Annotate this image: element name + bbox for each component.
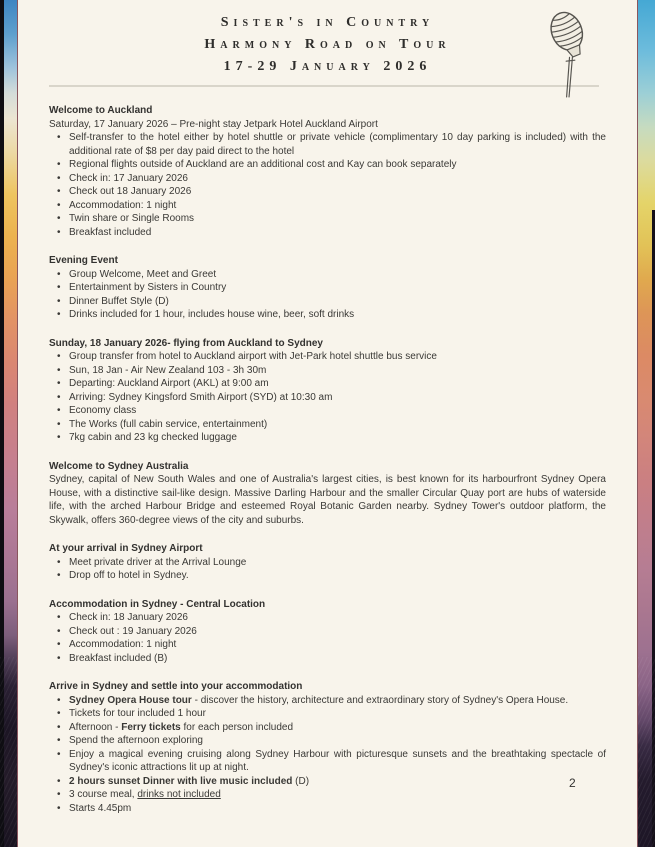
bullet-text: 3 course meal, <box>69 789 138 800</box>
bullet-list <box>49 268 606 322</box>
bullet-item: • Group transfer from hotel to Auckland airport with Jet-Park hotel shuttle bus service <box>49 350 606 364</box>
background-strip-right <box>638 0 655 847</box>
itinerary-section <box>49 104 606 239</box>
section-intro: Saturday, 17 January 2026 – Pre-night stay Jetpark Hotel Auckland Airport <box>49 118 378 130</box>
bullet-list <box>49 694 606 816</box>
itinerary-section <box>49 542 606 583</box>
bullet-list <box>49 556 606 583</box>
itinerary-section <box>49 460 606 528</box>
bullet-item: • Enjoy a magical evening cruising along Sydney Harbour with picturesque sunsets and the breathtaking spectacle of Sydney's iconic attractions lit up at night. <box>49 748 606 775</box>
bullet-item: • Starts 4.45pm <box>49 802 606 816</box>
tour-title-line-1: Sister's in Country <box>220 15 435 30</box>
tour-title-line-3: 17-29 January 2026 <box>223 59 432 74</box>
section-heading: Welcome to Auckland <box>49 105 153 116</box>
bullet-item: • Dinner Buffet Style (D) <box>49 295 606 309</box>
bullet-item <box>49 788 606 802</box>
bullet-item: • Arriving: Sydney Kingsford Smith Airport (SYD) at 10:30 am <box>49 391 606 405</box>
bullet-item: • Accommodation: 1 night <box>49 199 606 213</box>
section-heading: At your arrival in Sydney Airport <box>49 543 203 554</box>
bullet-text: Afternoon - <box>69 721 122 733</box>
bullet-item: • Breakfast included (B) <box>49 652 606 666</box>
page-number: 2 <box>569 776 576 790</box>
itinerary-content <box>18 87 637 815</box>
section-heading: Accommodation in Sydney - Central Location <box>49 598 266 610</box>
bullet-item: • Departing: Auckland Airport (AKL) at 9:00 am <box>49 377 606 391</box>
bullet-item: • Check out 18 January 2026 <box>49 185 606 199</box>
bullet-item: • Check in: 17 January 2026 <box>49 172 606 186</box>
background-strip-left <box>0 0 17 847</box>
bullet-item: • Twin share or Single Rooms <box>49 212 606 226</box>
bullet-item: • Sun, 18 Jan - Air New Zealand 103 - 3h 30m <box>49 364 606 378</box>
bullet-item: • Accommodation: 1 night <box>49 638 606 652</box>
section-paragraph: Sydney, capital of New South Wales and one of Australia's largest cities, is best known for its harbourfront Sydney Opera House, with a distinctive sail-like design. Massive Darling Harbour and the smaller Circular Quay port are hubs of waterside life, with the arched Harbour Bridge and esteemed Royal Botanic Garden nearby. Sydney Tower's outdoor platform, the Skywalk, offers 360-degree views of the city and suburbs. <box>49 474 606 526</box>
bullet-item: • Entertainment by Sisters in Country <box>49 281 606 295</box>
bullet-text: (D) <box>292 775 310 787</box>
bullet-list <box>49 131 606 239</box>
itinerary-section <box>49 598 606 666</box>
document-header <box>18 0 637 87</box>
tour-title-line-2: Harmony Road on Tour <box>204 37 451 52</box>
bullet-item: • Drop off to hotel in Sydney. <box>49 569 606 583</box>
bullet-list <box>49 611 606 665</box>
bullet-item: • Tickets for tour included 1 hour <box>49 707 606 721</box>
bullet-item <box>49 694 606 708</box>
bullet-item: • Group Welcome, Meet and Greet <box>49 268 606 282</box>
section-heading: Welcome to Sydney Australia <box>49 460 189 472</box>
itinerary-section <box>49 254 606 322</box>
document-page <box>17 0 638 847</box>
itinerary-section <box>49 680 606 815</box>
sections <box>49 104 606 815</box>
bullet-item: • Breakfast included <box>49 226 606 240</box>
section-heading: Evening Event <box>49 255 118 266</box>
bullet-text: - discover the history, architecture and extraordinary story of Sydney's Opera House. <box>191 694 569 706</box>
vintage-microphone-icon <box>541 3 599 100</box>
bullet-item: • Meet private driver at the Arrival Lounge <box>49 556 606 570</box>
header-divider <box>49 85 599 87</box>
section-heading: Sunday, 18 January 2026- flying from Auckland to Sydney <box>49 337 323 349</box>
bullet-bold-text: 2 hours sunset Dinner with live music included <box>69 775 293 787</box>
bullet-item: • Check in: 18 January 2026 <box>49 611 606 625</box>
bullet-item: • Spend the afternoon exploring <box>49 734 606 748</box>
bullet-underline-text: drinks not included <box>137 789 221 800</box>
bullet-text: for each person included <box>180 721 294 733</box>
bullet-list <box>49 350 606 445</box>
itinerary-section <box>49 337 606 445</box>
bullet-item <box>49 775 606 789</box>
bullet-item <box>49 721 606 735</box>
bullet-bold-text: Ferry tickets <box>121 721 181 733</box>
bullet-item: • Economy class <box>49 404 606 418</box>
bullet-item: • The Works (full cabin service, entertainment) <box>49 418 606 432</box>
bullet-item: • Self-transfer to the hotel either by hotel shuttle or private vehicle (complimentary 10 day parking is included) with the additional rate of $8 per day paid direct to the hotel <box>49 131 606 158</box>
bullet-item: • 7kg cabin and 23 kg checked luggage <box>49 431 606 445</box>
bullet-bold-text: Sydney Opera House tour <box>69 694 192 706</box>
bullet-item: • Drinks included for 1 hour, includes house wine, beer, soft drinks <box>49 308 606 322</box>
bullet-item: • Regional flights outside of Auckland are an additional cost and Kay can book separately <box>49 158 606 172</box>
bullet-item: • Check out : 19 January 2026 <box>49 625 606 639</box>
section-heading: Arrive in Sydney and settle into your accommodation <box>49 681 303 692</box>
